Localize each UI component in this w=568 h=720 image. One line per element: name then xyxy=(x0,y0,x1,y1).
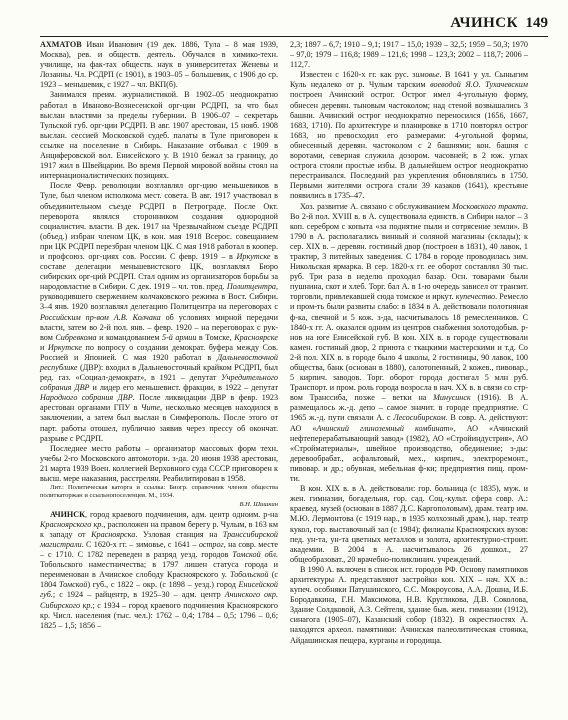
entry-achinsk: АЧИНСК, город краевого подчинения, адм. центр одноим. р-на Красноярского кр., расположен на правом берегу р. Чулым, в 163 км к западу от Красноярска. Узловая станция на Транссибирской магистрали. С 1620-х гг. – зимовье, с 1641 – острог, на совр. месте – с 1710. С 1782 переведен в разряд уезд. городов Томской обл. Тобольского наместничества; в 1797 лишен статуса города и переименован в Ачинское слободу Красноярского у. Тобольской (с 1804 Томской) губ., с 1822 – окр. (с 1898 – уезд.) город Енисейской губ.; с 1924 – райцентр, в 1925–30 – адм. центр Ачинского окр. Сибирского кр.; с 1934 – город краевого подчинения Красноярского кр. Числ. населения (тыс. чел.): 1762 – 0,4; 1784 – 0,5; 1796 – 0,6; 1825 – 1,5; 1856 – xyxy=(40,509,279,630)
achinsk-monuments-paragraph: В 1990 А. включен в список ист. городов РФ. Основу памятников архитектуры А. представляют застройки кон. XIX – нач. XX в.: купеч. особняки Патушинского, С.С. Мокроусова, А.А. Дошна, И.Б. Бородавкина, Г.Н. Максимова, Н.В. Кругликова, Д.В. Соколова, Здание Солдковой, А.З. Сейтеля, здание быв. жен. гимназии (1912), синагога (1905–07), Казанский собор (1832). В окрестностях А. находятся археол. памятники: Ачинская палеолитическая стоянка, Айдашинская пещера, курганы и городища. xyxy=(290,564,528,645)
entry-akhmatov: АХМАТОВ Иван Иванович (19 дек. 1886, Тула – 8 мая 1939, Москва), рев. и обществ. деятель. Обучался в химико-техн. училище, на фак-тах обществ. наук в университетах Женевы и Лозанны. Чл. РСДРП (с 1901), в 1903–05 – большевик, с 1906 до ср. 1923 – меньшевик, с 1927 – чл. ВКП(б). xyxy=(40,40,278,90)
akhmatov-paragraph-2: Занимался преим. журналистикой. В 1902–05 неоднократно работал в Иваново-Вознесенской орг-ции РСДРП, за что был выслан властями за пределы губернии. В 1906–07 – секретарь Тульской губ. орг-ции РСДРП. В авг. 1907 арестован, 15 нояб. 1908 выслан. сессией Московской судеб. палаты в Туле приговорен к ссылке на поселение в Сибирь. Наказание отбывал с 1909 в Анциферовской вол. Енисейского у. В 1910 бежал за границу, до 1917 жил в Швейцарии. Во время Первой мировой войны стоял на интернационалистических позициях. xyxy=(40,90,278,181)
page-header xyxy=(0,0,568,36)
entry-headword: АЧИНСК xyxy=(50,509,85,519)
right-column xyxy=(290,40,528,646)
achinsk-economy-paragraph: Хоз. развитие А. связано с обслуживанием Московского тракта. Во 2-й пол. XVIII в. в А. существовала единств. в Сибири налог – 3 коп. серебром с копыта «за поднятие пыли и сотрясение земли». В 1790 в А. располагались винный и соляной магазины (склады); к сер. XIX в. – деревян. гостиный двор (построен в 1831), 40 лавок, 1 трактир, 3 питейных заведения. С 1784 в городе проводилась зим. Никольская ярмарка. В сер. 1820-х гг. ее оборот составлял 30 тыс. руб. Три раза в неделю проходил базар. Осн. товарами были пушнина, скот и хлеб. Торг. бал А. в 1-ю очередь зависел от транзит. торговли, привлекавшей сюда томское и иркут. купечество. Ремесло и пром-ть были развиты слабо: в 1834 в А. действовали полотняная ф-ка, свечной и 5 кож. з-да, насчитывалось 18 ремесленников. С 1840-х гг. А. оказался одним из центров снабжения золотодобыв. р-нов на юге Енисейской губ. В кон. XIX в. в городе существовали камен. гостиный двор, 2 приюта с ткацкими мастерскими и т.д. Со 2-й пол. XIX в. в городе было 4 школы, 2 гостиницы, 90 лавок, 100 общества, банк (основан в 1880), салотопенный, 2 кожев., пивовар., 5 кирпич. заводов. Торг. оборот города достигал 5 млн руб. Транспорт. и пром. роль города возросла в нач. XX в. в связи со стр-вом Транссиба, позже – ветки на Минусинск (1916). В А. размещалось ж.-д. депо – самое значит. в городе предприятие. С 1965 ж.-д. пути связали А. с Лесосибирском. В совр. А. действуют: АО «Ачинский глиноземный комбинат», АО «Ачинский нефтеперерабатывающий завод» (1982), АО «Стройиндустрия», АО «Стройматериалы», швейное производство, обединение; з-ды: деревообрабат., асфальтовый, мех., кирпич., электроремонт., пивовар. и др.; обувная, мебельная ф-ки; предприятия пищ. пром-ти. xyxy=(290,201,528,484)
page-number: 149 xyxy=(525,15,548,31)
akhmatov-paragraph-4: Последнее место работы – организатор массовых форм техн. учебы 2-го Московского автомоторн. з-да. 20 июня 1938 арестован, 21 марта 1939 Воен. коллегией Верховного суда СССР приговорен к высш. мере наказания, расстрелян. Реабилитирован в 1958. xyxy=(40,443,278,484)
achinsk-history-paragraph: Известен с 1620-х гг. как рус. зимовье. В 1641 у ул. Сыныгим Куль недалеко от р. Чулым тарским воеводой Я.О. Тухачевским построен Ачинский острог. Острог имел 4-угольную форму, обнесен деревян. тыновым частоколом; над стеной возвышались 3 башни. Ачинский острог неоднократно переносился (1656, 1667, 1683, 1710). По архитектуре и планировке в 1710 повторял острог 1683, но превосходил его размерами: 4-угольной формы, обнесенный деревян. частоколом с 2 башнями; кон. башня с воротами, северная служила дозором. часовней; в 2 юж. углах острога стояли простые избы. В дальнейшем острог неоднократно перестраивался. Последний раз укрепления обновлялись в 1750. Первыми жителями острога стали 39 казаков (1641), крестьяне появились в 1735–47. xyxy=(290,70,528,201)
literature-note: Лит.: Политическая каторга и ссылка: Биогр. справочник членов общества политкаторжан и ссыльнопоселенцев. М., 1934. xyxy=(40,484,278,500)
entry-headword: АХМАТОВ xyxy=(40,40,82,49)
author-signature: В.Н. Шишкин xyxy=(239,500,278,508)
population-figures: 2,3; 1897 – 6,7; 1910 – 9,1; 1917 – 15,0; 1939 – 32,5; 1959 – 50,3; 1970 – 97,0; 1979 – 116,8; 1989 – 121,6; 1998 – 123,3; 2002 – 118,7; 2006 – 112,7. xyxy=(290,40,528,70)
akhmatov-paragraph-3: После Февр. революции возглавлял орг-цию меньшевиков в Туле, был членом исполкома мест. совета. В авг. 1917 участвовал в объединительном съезде РСДРП в Петрограде. После Окт. переворота являлся сторонником создания однородной социалистич. власти. В дек. 1917 на Чрезвычайном съезде РСДРП (объед.) избран членом ЦК, в кон. мая 1918 Всерос. совещанием при ЦК РСДРП перезбран членом ЦК. С мая 1918 работал в коопер. и профсоюз. орг-циях сов. России. С февр. 1919 – в Иркутске в составе делегации меньшевистского ЦК, возглавлял Бюро сибирских орг-ций РСДРП. Стал одним из организаторов борьбы за народовластие в Сибири. С дек. 1919 – чл. тов. пред. Политцентра, руководившего свержением колчаковского режима в Вост. Сибири. 3–4 янв. 1920 возглавлял делегацию Политцентра на переговорах с Российским пр-вом А.В. Колчака об условиях мирной передачи власти, затем во 2-й пол. янв. – февр. 1920 – на переговорах с рук-вом Сибревкома и командованием 5-й армии в Томске, Красноярске и Иркутске по вопросу о создании демократ. буфера между Сов. Россией и Японией. С мая 1920 работал в Дальневосточной республике (ДВР): входил в Дальневосточный крайком РСДРП, был ред. газ. «Социал-демократ», в 1921 – депутат Учредительного собрания ДВР и лидер его меньшевист. фракции, в 1922 – депутат Народного собрания ДВР. После ликвидации ДВР в февр. 1923 арестован органами ГПУ в Чите, несколько месяцев находился в заключении, а затем был выслан в Симферополь. После этого от парт. работы отошел, публично заявив через прессу об окончат. разрыве с РСДРП. xyxy=(40,181,279,443)
achinsk-culture-paragraph: В кон. XIX в. в А. действовали: гор. больница (с 1835), муж. и жен. гимназии, богадельня, гор. сад. Соц.-культ. сфера совр. А.: краевед. музей (основан в 1887 Д.С. Каргополовым), драм. театр им. М.Ю. Лермонтова (с 1919 нар., в 1935 колхозный драм.), нар. театр кукол, гор. выставочный зал (с 1984); филиалы Красноярских вузов: пед. ун-та, ун-та цветных металлов и золота, архитектурно-строит. академии. В 2004 в А. насчитывалось 26 дошкол., 27 общеобразоват., 20 врачебно-поликлинич. учреждений. xyxy=(290,484,528,564)
running-head-title: АЧИНСК xyxy=(450,15,518,31)
header-rule xyxy=(40,36,548,37)
left-column xyxy=(40,40,278,631)
